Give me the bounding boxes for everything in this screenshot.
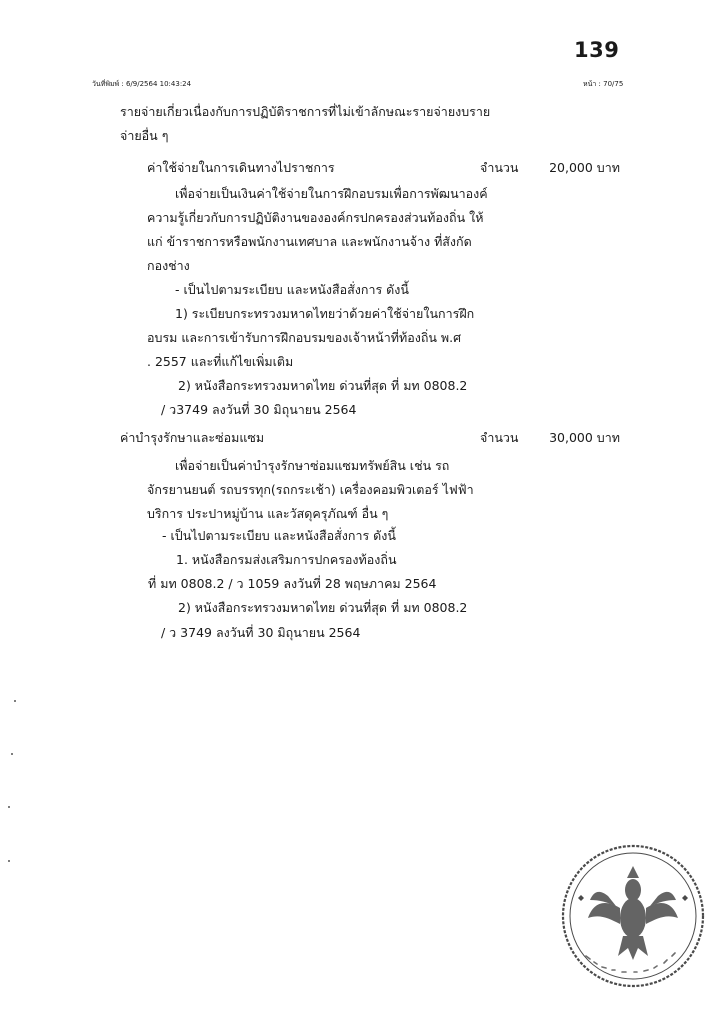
item2-desc-line: บริการ ประปาหมู่บ้าน และวัสดุครุภัณฑ์ อื่น ๆ (147, 506, 389, 521)
item1-title: ค่าใช้จ่ายในการเดินทางไปราชการ (147, 160, 335, 175)
garuda-seal-icon (548, 838, 718, 988)
item2-ref1-line: 1. หนังสือกรมส่งเสริมการปกครองท้องถิ่น (176, 552, 397, 567)
item1-amount-label: จำนวน (480, 160, 519, 175)
item2-ref2-line: 2) หนังสือกระทรวงมหาดไทย ด่วนที่สุด ที่ มท 0808.2 (178, 600, 468, 615)
scan-speck (11, 753, 13, 755)
item2-amount-label: จำนวน (480, 430, 519, 445)
item2-desc-line: จักรยานยนต์ รถบรรทุก(รถกระเช้า) เครื่องคอมพิวเตอร์ ไฟฟ้า (147, 482, 474, 497)
item1-desc-line: เพื่อจ่ายเป็นเงินค่าใช้จ่ายในการฝึกอบรมเพื่อการพัฒนาองค์ (175, 186, 488, 201)
scan-speck (14, 700, 16, 702)
item1-ref2-line: 2) หนังสือกระทรวงมหาดไทย ด่วนที่สุด ที่ มท 0808.2 (178, 378, 468, 393)
item1-desc-line: กองช่าง (147, 258, 190, 273)
item1-desc-line: ความรู้เกี่ยวกับการปฏิบัติงานขององค์กรปกครองส่วนท้องถิ่น ให้ (147, 210, 484, 225)
category-line-1: รายจ่ายเกี่ยวเนื่องกับการปฏิบัติราชการที่ไม่เข้าลักษณะรายจ่ายงบราย (120, 104, 491, 119)
item2-ref1-line: ที่ มท 0808.2 / ว 1059 ลงวันที่ 28 พฤษภาคม 2564 (148, 576, 437, 591)
item1-desc-line: แก่ ข้าราชการหรือพนักงานเทศบาล และพนักงานจ้าง ที่สังกัด (147, 234, 472, 249)
item2-ref2-line: / ว 3749 ลงวันที่ 30 มิถุนายน 2564 (161, 625, 361, 640)
print-date: วันที่พิมพ์ : 6/9/2564 10:43:24 (92, 80, 192, 88)
item1-ref1-line: . 2557 และที่แก้ไขเพิ่มเติม (147, 354, 294, 369)
item2-rule-intro: - เป็นไปตามระเบียบ และหนังสือสั่งการ ดังนี้ (162, 528, 396, 543)
item1-ref2-line: / ว3749 ลงวันที่ 30 มิถุนายน 2564 (161, 402, 357, 417)
category-line-2: จ่ายอื่น ๆ (120, 128, 169, 143)
item2-amount: 30,000 บาท (549, 430, 620, 445)
page-reference: หน้า : 70/75 (583, 80, 624, 88)
page-number: 139 (574, 38, 620, 62)
scan-speck (8, 806, 10, 808)
scan-speck (8, 860, 10, 862)
item1-amount: 20,000 บาท (549, 160, 620, 175)
item1-ref1-line: 1) ระเบียบกระทรวงมหาดไทยว่าด้วยค่าใช้จ่ายในการฝึก (175, 306, 475, 321)
item1-ref1-line: อบรม และการเข้ารับการฝึกอบรมของเจ้าหน้าที่ท้องถิ่น พ.ศ (147, 330, 462, 345)
item2-desc-line: เพื่อจ่ายเป็นค่าบำรุงรักษาซ่อมแซมทรัพย์สิน เช่น รถ (175, 458, 450, 473)
item2-title: ค่าบำรุงรักษาและซ่อมแซม (120, 430, 265, 445)
item1-rule-intro: - เป็นไปตามระเบียบ และหนังสือสั่งการ ดังนี้ (175, 282, 409, 297)
